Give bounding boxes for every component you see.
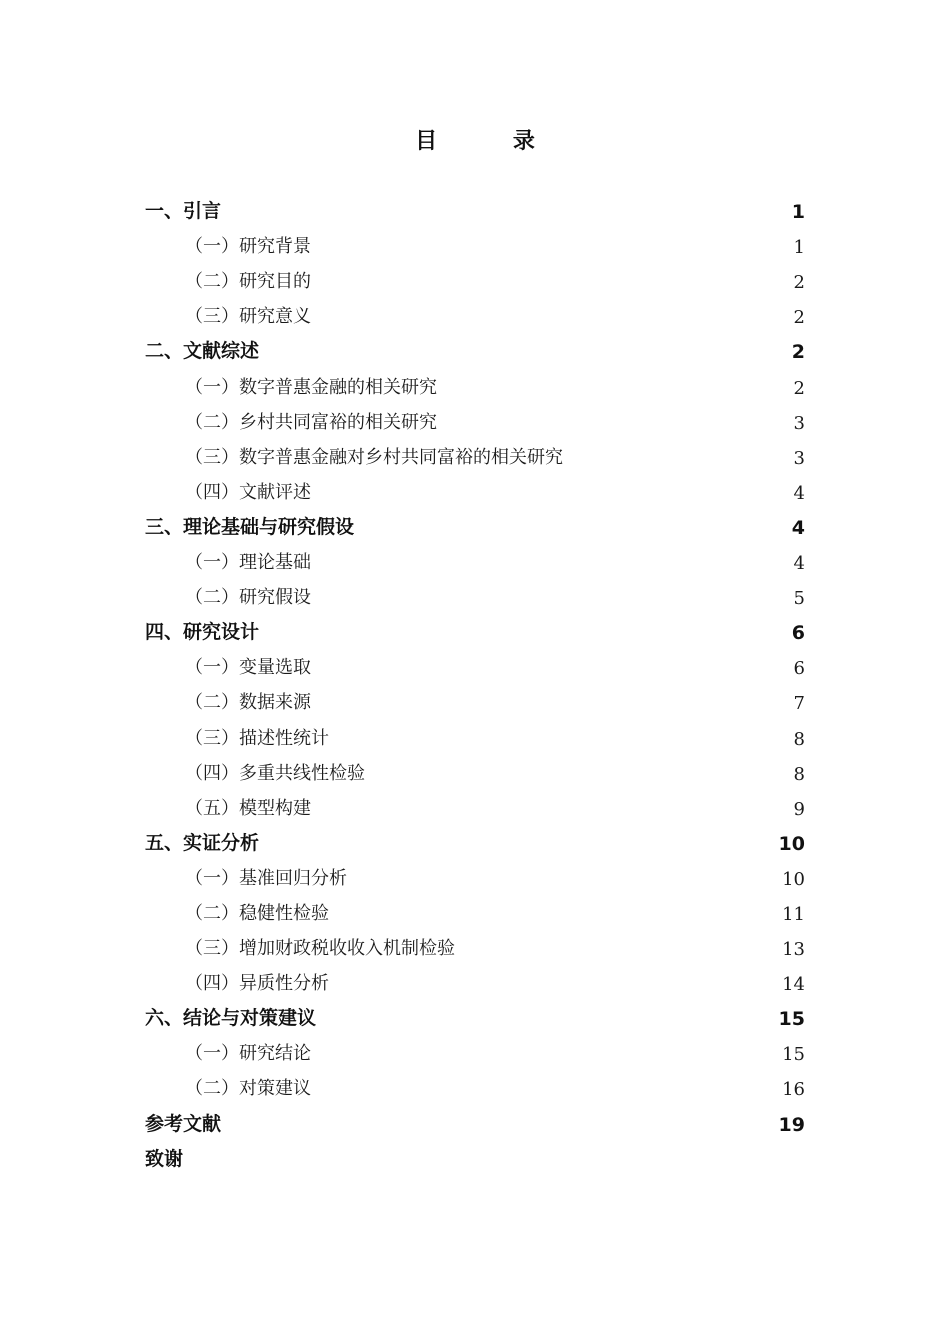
toc-entry-title: （一）变量选取: [185, 657, 311, 679]
dot-leader: [313, 688, 792, 718]
dot-leader: [223, 197, 790, 227]
toc-page-number: 2: [793, 307, 805, 329]
dot-leader: [457, 934, 780, 964]
toc-entry-title: （三）研究意义: [185, 306, 311, 328]
toc-section-entry[interactable]: [145, 543, 805, 578]
toc-entry-title: 三、理论基础与研究假设: [145, 515, 355, 538]
toc-chapter-entry[interactable]: [145, 1104, 805, 1139]
toc-section-entry[interactable]: [145, 262, 805, 297]
toc-page-number: 14: [782, 974, 805, 996]
dot-leader: [313, 1039, 780, 1069]
toc-section-entry[interactable]: [145, 964, 805, 999]
toc-section-entry[interactable]: [145, 718, 805, 753]
toc-section-entry[interactable]: [145, 1069, 805, 1104]
toc-page-number: 13: [782, 939, 805, 961]
dot-leader: [261, 337, 790, 367]
toc-page-number: 7: [793, 693, 805, 715]
dot-leader: [313, 548, 792, 578]
toc-entry-title: 一、引言: [145, 200, 222, 223]
toc-section-entry[interactable]: [145, 473, 805, 508]
toc-entry-title: （四）多重共线性检验: [185, 762, 365, 784]
toc-section-entry[interactable]: [145, 297, 805, 332]
dot-leader: [261, 829, 777, 859]
toc-page-number: 8: [793, 728, 805, 750]
toc-entry-title: （一）基准回归分析: [185, 867, 347, 889]
dot-leader: [313, 794, 792, 824]
dot-leader: [313, 583, 792, 613]
toc-page-number: 9: [793, 798, 805, 820]
toc-entry-title: （二）数据来源: [185, 692, 311, 714]
toc-chapter-entry[interactable]: [145, 192, 805, 227]
toc-entry-title: 四、研究设计: [145, 621, 260, 644]
dot-leader: [367, 759, 792, 789]
toc-section-entry[interactable]: [145, 894, 805, 929]
toc-section-entry[interactable]: [145, 648, 805, 683]
dot-leader: [313, 1074, 780, 1104]
toc-section-entry[interactable]: [145, 859, 805, 894]
dot-leader: [313, 478, 792, 508]
toc-entry-title: 六、结论与对策建议: [145, 1007, 317, 1030]
toc-entry-title: （二）稳健性检验: [185, 902, 329, 924]
toc-page-number: 2: [791, 341, 805, 364]
toc-entry-title: 五、实证分析: [145, 831, 260, 854]
toc-section-entry[interactable]: [145, 929, 805, 964]
toc-page-number: 2: [793, 272, 805, 294]
dot-leader: [349, 864, 780, 894]
dot-leader: [439, 373, 792, 403]
toc-section-entry[interactable]: [145, 367, 805, 402]
toc-section-entry[interactable]: [145, 438, 805, 473]
dot-leader: [313, 267, 792, 297]
dot-leader: [565, 443, 792, 473]
toc-chapter-entry[interactable]: [145, 332, 805, 367]
page-title: 目 录: [415, 129, 569, 154]
toc-chapter-entry[interactable]: [145, 508, 805, 543]
toc-entry-title: （一）研究背景: [185, 236, 311, 258]
toc-section-entry[interactable]: [145, 1034, 805, 1069]
toc-entry-title: （三）增加财政税收收入机制检验: [185, 938, 455, 960]
toc-page-number: 1: [791, 201, 805, 224]
toc-entry-title: （二）研究假设: [185, 587, 311, 609]
toc-entry-title: 参考文献: [145, 1112, 222, 1135]
toc-entry-title: （一）研究结论: [185, 1043, 311, 1065]
toc-page-number: 4: [793, 553, 805, 575]
toc-page-number: 5: [793, 588, 805, 610]
toc-chapter-entry[interactable]: [145, 999, 805, 1034]
dot-leader: [331, 969, 780, 999]
dot-leader: [223, 1110, 777, 1140]
toc-page-number: 3: [793, 412, 805, 434]
dot-leader: [318, 1004, 777, 1034]
dot-leader: [439, 408, 792, 438]
toc-page-number: 16: [782, 1079, 805, 1101]
table-of-contents: [145, 192, 805, 1175]
toc-section-entry[interactable]: [145, 754, 805, 789]
toc-entry-title: （一）数字普惠金融的相关研究: [185, 376, 437, 398]
toc-page-number: 3: [793, 447, 805, 469]
toc-page-number: 1: [793, 237, 805, 259]
toc-page-number: 4: [793, 482, 805, 504]
toc-page-number: 19: [778, 1113, 805, 1136]
toc-entry-title: 二、文献综述: [145, 340, 260, 363]
dot-leader: [313, 653, 792, 683]
toc-entry-title: （四）文献评述: [185, 481, 311, 503]
toc-page-number: 11: [782, 903, 805, 925]
toc-page-number: 15: [782, 1044, 805, 1066]
toc-page-number: 6: [793, 658, 805, 680]
toc-entry-title: 致谢: [145, 1147, 184, 1170]
toc-chapter-entry[interactable]: [145, 824, 805, 859]
toc-page-number: 6: [791, 622, 805, 645]
toc-page-number: 15: [778, 1008, 805, 1031]
dot-leader: [313, 302, 792, 332]
toc-page-number: 8: [793, 763, 805, 785]
toc-section-entry[interactable]: [145, 789, 805, 824]
dot-leader: [331, 724, 792, 754]
toc-page-number: 4: [791, 516, 805, 539]
toc-page-number: 10: [778, 832, 805, 855]
toc-section-entry[interactable]: [145, 683, 805, 718]
toc-entry-title: （一）理论基础: [185, 552, 311, 574]
toc-entry-title: （五）模型构建: [185, 797, 311, 819]
toc-chapter-entry[interactable]: [145, 1140, 805, 1175]
dot-leader: [313, 232, 792, 262]
toc-page-number: 2: [793, 377, 805, 399]
toc-entry-title: （二）对策建议: [185, 1078, 311, 1100]
toc-page-number: 10: [782, 868, 805, 890]
toc-chapter-entry[interactable]: [145, 613, 805, 648]
toc-section-entry[interactable]: [145, 403, 805, 438]
dot-leader: [261, 618, 790, 648]
toc-section-entry[interactable]: [145, 578, 805, 613]
toc-section-entry[interactable]: [145, 227, 805, 262]
dot-leader: [331, 899, 780, 929]
toc-entry-title: （二）研究目的: [185, 271, 311, 293]
toc-entry-title: （三）数字普惠金融对乡村共同富裕的相关研究: [185, 446, 563, 468]
toc-entry-title: （四）异质性分析: [185, 973, 329, 995]
toc-entry-title: （二）乡村共同富裕的相关研究: [185, 411, 437, 433]
toc-entry-title: （三）描述性统计: [185, 727, 329, 749]
dot-leader: [356, 513, 790, 543]
